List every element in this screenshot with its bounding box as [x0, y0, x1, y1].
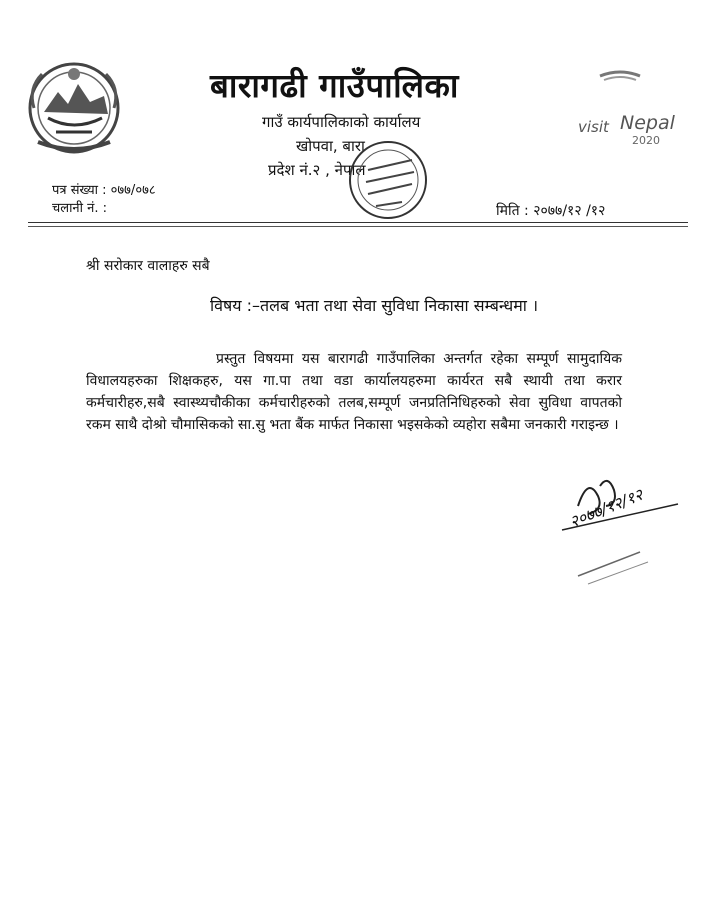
dispatch-number-label: चलानी नं.	[52, 201, 99, 216]
dispatch-number-value: :	[102, 201, 108, 216]
header-divider	[28, 222, 688, 223]
letter-body-text: प्रस्तुत विषयमा यस बारागढी गाउँपालिका अन्तर्गत रहेका सम्पूर्ण सामुदायिक विधालयहरुका शिक्षकहरु, यस गा.पा तथा वडा कार्यालयहरुमा कार्यरत सबै स्थायी तथा करार कर्मचारीहरु,सबै स्वास्थ्यचौकीका कर्मचारीहरुको तलब,सम्पूर्ण जनप्रतिनिधिहरुको सेवा सुविधा वापतको रकम साथै दोश्रो चौमासिकको सा.सु भता बैंक मार्फत निकासा भइसकेको व्यहोरा सबैमा जनकारी गराइन्छ ।	[86, 351, 622, 433]
municipality-name: बारागढी गाउँपालिका	[210, 66, 459, 105]
office-stamp-icon	[322, 140, 442, 226]
addressee-line: श्री सरोकार वालाहरु सबै	[86, 258, 210, 274]
office-name: गाउँ कार्यपालिकाको कार्यालय	[262, 113, 421, 131]
province-line: प्रदेश नं.२ , नेपाल	[268, 161, 366, 179]
signature-icon	[548, 466, 688, 586]
logo-visit-text: visit	[578, 118, 609, 136]
logo-year-text: 2020	[632, 134, 660, 147]
letter-number-row	[52, 180, 156, 198]
nepal-emblem-icon	[18, 52, 130, 160]
logo-nepal-text: Nepal	[620, 112, 675, 134]
office-location: खोपवा, बारा	[296, 137, 365, 155]
dispatch-number-row	[52, 198, 107, 216]
letter-number-label: पत्र संख्या	[52, 183, 98, 198]
header-divider-secondary	[28, 226, 688, 227]
letter-body	[86, 348, 622, 436]
letter-number-value: : ०७७/०७८	[102, 183, 156, 198]
subject-line: विषय :–तलब भता तथा सेवा सुविधा निकासा सम्बन्धमा ।	[210, 296, 539, 315]
signature-date: २०७७/१२/१२	[566, 484, 646, 532]
letter-date: मिति : २०७७/१२ /१२	[496, 203, 606, 219]
